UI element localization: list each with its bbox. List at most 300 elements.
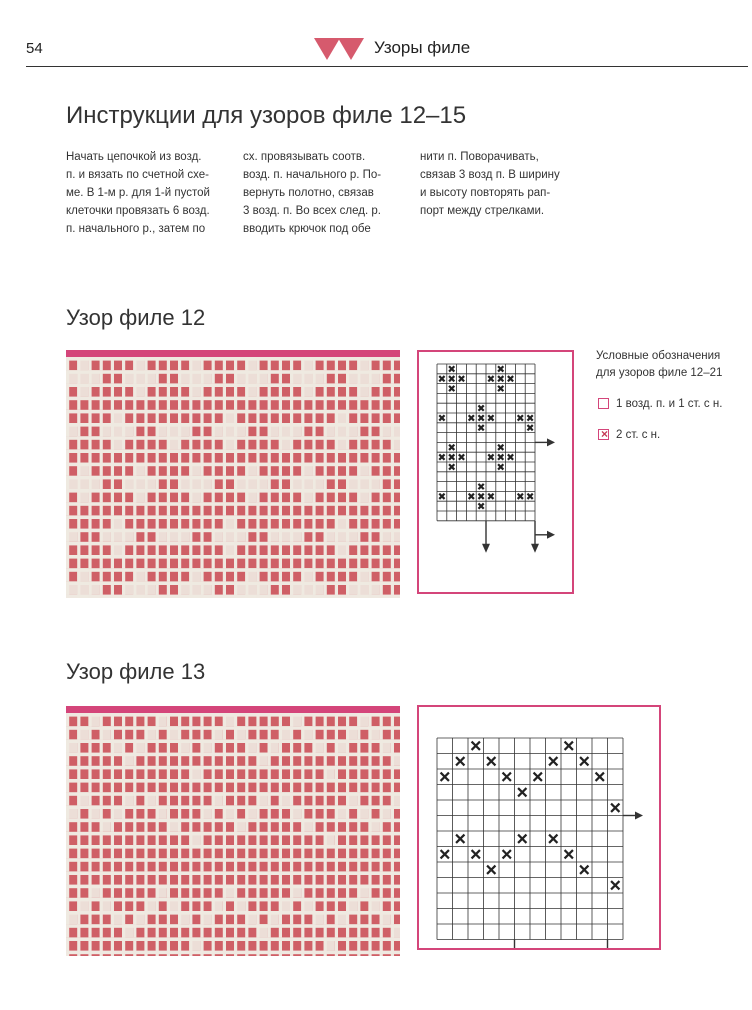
filled-block <box>178 739 189 752</box>
yarn-stitch <box>223 726 226 739</box>
yarn-stitch <box>66 436 69 449</box>
yarn-stitch <box>368 423 371 436</box>
filled-block <box>357 463 368 476</box>
yarn-stitch <box>66 792 69 805</box>
filled-block <box>357 370 368 383</box>
yarn-stitch <box>122 871 125 884</box>
yarn-stitch <box>346 502 349 515</box>
yarn-stitch <box>144 357 147 370</box>
yarn-stitch <box>268 357 271 370</box>
yarn-stitch <box>144 449 147 462</box>
yarn-stitch <box>167 924 170 937</box>
text-line: вводить крючок под обе <box>243 223 371 235</box>
yarn-stitch <box>133 792 136 805</box>
yarn-stitch <box>335 858 338 871</box>
yarn-stitch <box>312 568 315 581</box>
yarn-stitch <box>279 805 282 818</box>
yarn-stitch <box>312 951 315 956</box>
yarn-stitch <box>77 924 80 937</box>
yarn-stitch <box>301 529 304 542</box>
filled-block <box>357 489 368 502</box>
cross-cell-icon <box>441 773 449 781</box>
yarn-stitch <box>256 885 259 898</box>
yarn-stitch <box>156 937 159 950</box>
yarn-stitch <box>212 885 215 898</box>
yarn-stitch <box>167 542 170 555</box>
yarn-stitch <box>346 845 349 858</box>
yarn-stitch <box>245 858 248 871</box>
yarn-row <box>66 845 400 849</box>
yarn-stitch <box>234 436 237 449</box>
filled-block <box>223 805 234 818</box>
yarn-stitch <box>234 489 237 502</box>
yarn-stitch <box>212 476 215 489</box>
legend-item-filled <box>598 429 660 441</box>
filled-block <box>335 542 346 555</box>
yarn-stitch <box>200 436 203 449</box>
yarn-stitch <box>122 805 125 818</box>
filled-block <box>122 476 133 489</box>
filled-block <box>368 476 379 489</box>
yarn-stitch <box>156 397 159 410</box>
yarn-stitch <box>279 410 282 423</box>
yarn-stitch <box>77 805 80 818</box>
yarn-stitch <box>268 581 271 594</box>
yarn-stitch <box>133 766 136 779</box>
yarn-stitch <box>234 951 237 956</box>
yarn-stitch <box>100 357 103 370</box>
yarn-stitch <box>200 713 203 726</box>
yarn-stitch <box>133 871 136 884</box>
yarn-stitch <box>279 911 282 924</box>
section-title: Узоры филе <box>374 38 471 57</box>
yarn-stitch <box>245 766 248 779</box>
yarn-stitch <box>256 779 259 792</box>
filled-block <box>391 753 400 766</box>
yarn-stitch <box>122 542 125 555</box>
filled-block <box>368 726 379 739</box>
filled-block <box>88 476 99 489</box>
yarn-stitch <box>279 568 282 581</box>
yarn-stitch <box>88 463 91 476</box>
yarn-stitch <box>335 463 338 476</box>
filled-block <box>256 581 267 594</box>
yarn-stitch <box>346 885 349 898</box>
yarn-row <box>66 924 400 928</box>
pattern-13-chart-frame <box>417 705 661 950</box>
filled-block <box>234 819 245 832</box>
yarn-stitch <box>368 463 371 476</box>
yarn-stitch <box>301 542 304 555</box>
yarn-stitch <box>144 871 147 884</box>
yarn-stitch <box>335 713 338 726</box>
yarn-stitch <box>200 410 203 423</box>
filled-block <box>111 515 122 528</box>
yarn-stitch <box>279 779 282 792</box>
yarn-stitch <box>88 357 91 370</box>
yarn-stitch <box>200 951 203 956</box>
filled-block <box>122 529 133 542</box>
yarn-stitch <box>144 489 147 502</box>
yarn-stitch <box>77 885 80 898</box>
yarn-stitch <box>335 779 338 792</box>
filled-block <box>357 713 368 726</box>
repeat-arrow-down-icon <box>511 940 519 949</box>
filled-block <box>111 529 122 542</box>
yarn-stitch <box>312 449 315 462</box>
yarn-stitch <box>133 515 136 528</box>
yarn-stitch <box>268 832 271 845</box>
yarn-stitch <box>133 753 136 766</box>
yarn-stitch <box>346 489 349 502</box>
yarn-stitch <box>156 555 159 568</box>
yarn-stitch <box>357 871 360 884</box>
filled-block <box>178 911 189 924</box>
yarn-stitch <box>66 397 69 410</box>
repeat-arrow-down-icon <box>531 521 539 553</box>
yarn-stitch <box>368 568 371 581</box>
yarn-stitch <box>279 951 282 956</box>
yarn-stitch <box>290 911 293 924</box>
yarn-stitch <box>312 819 315 832</box>
yarn-stitch <box>111 383 114 396</box>
filled-block <box>357 805 368 818</box>
yarn-stitch <box>178 819 181 832</box>
yarn-stitch <box>122 410 125 423</box>
yarn-stitch <box>66 845 69 858</box>
yarn-stitch <box>122 436 125 449</box>
yarn-stitch <box>256 911 259 924</box>
yarn-stitch <box>223 357 226 370</box>
instructions-column-3 <box>420 148 578 220</box>
yarn-stitch <box>234 805 237 818</box>
cross-cell-icon <box>503 773 511 781</box>
cross-cell-icon <box>518 788 526 796</box>
yarn-stitch <box>256 463 259 476</box>
yarn-stitch <box>335 792 338 805</box>
yarn-stitch <box>335 383 338 396</box>
yarn-stitch <box>380 937 383 950</box>
yarn-stitch <box>290 766 293 779</box>
yarn-stitch <box>133 951 136 956</box>
yarn-stitch <box>290 449 293 462</box>
yarn-stitch <box>178 832 181 845</box>
yarn-stitch <box>144 423 147 436</box>
yarn-stitch <box>290 502 293 515</box>
yarn-stitch <box>88 383 91 396</box>
yarn-stitch <box>368 739 371 752</box>
yarn-stitch <box>212 858 215 871</box>
filled-block <box>346 581 357 594</box>
filled-block <box>66 739 77 752</box>
yarn-stitch <box>178 805 181 818</box>
pattern-13-chart <box>419 707 659 948</box>
yarn-stitch <box>324 885 327 898</box>
yarn-stitch <box>380 898 383 911</box>
yarn-stitch <box>212 357 215 370</box>
yarn-stitch <box>324 858 327 871</box>
yarn-stitch <box>100 410 103 423</box>
yarn-stitch <box>156 581 159 594</box>
yarn-stitch <box>346 753 349 766</box>
filled-block <box>245 489 256 502</box>
yarn-stitch <box>234 410 237 423</box>
yarn-stitch <box>88 766 91 779</box>
yarn-stitch <box>189 449 192 462</box>
cross-cell-icon <box>478 405 483 410</box>
yarn-stitch <box>189 779 192 792</box>
yarn-stitch <box>290 845 293 858</box>
yarn-stitch <box>346 858 349 871</box>
yarn-stitch <box>391 502 394 515</box>
yarn-stitch <box>88 436 91 449</box>
yarn-stitch <box>380 568 383 581</box>
filled-block <box>290 476 301 489</box>
yarn-stitch <box>346 383 349 396</box>
yarn-stitch <box>346 832 349 845</box>
yarn-stitch <box>391 357 394 370</box>
yarn-stitch <box>111 357 114 370</box>
yarn-stitch <box>391 542 394 555</box>
yarn-stitch <box>290 515 293 528</box>
yarn-stitch <box>200 792 203 805</box>
yarn-stitch <box>77 766 80 779</box>
pattern-12-chart <box>419 352 572 592</box>
yarn-stitch <box>256 555 259 568</box>
yarn-stitch <box>167 792 170 805</box>
filled-block <box>245 383 256 396</box>
yarn-stitch <box>212 489 215 502</box>
yarn-stitch <box>368 555 371 568</box>
yarn-stitch <box>368 951 371 956</box>
filled-block <box>212 792 223 805</box>
yarn-stitch <box>245 845 248 858</box>
yarn-stitch <box>77 529 80 542</box>
repeat-arrow-down-icon <box>482 521 490 553</box>
filled-block <box>335 911 346 924</box>
yarn-stitch <box>212 595 215 598</box>
yarn-stitch <box>312 383 315 396</box>
filled-block <box>223 713 234 726</box>
yarn-stitch <box>189 529 192 542</box>
filled-block <box>279 529 290 542</box>
yarn-stitch <box>380 502 383 515</box>
yarn-stitch <box>133 397 136 410</box>
yarn-stitch <box>212 581 215 594</box>
filled-block <box>189 581 200 594</box>
filled-block <box>245 595 256 598</box>
yarn-stitch <box>111 463 114 476</box>
yarn-stitch <box>391 370 394 383</box>
cross-cell-icon <box>498 366 503 371</box>
filled-block <box>290 423 301 436</box>
yarn-stitch <box>77 502 80 515</box>
filled-block <box>268 739 279 752</box>
filled-block <box>335 529 346 542</box>
yarn-stitch <box>234 739 237 752</box>
filled-block <box>133 476 144 489</box>
yarn-stitch <box>122 383 125 396</box>
filled-block <box>301 357 312 370</box>
cross-cell-icon <box>478 494 483 499</box>
yarn-stitch <box>301 766 304 779</box>
yarn-stitch <box>189 726 192 739</box>
filled-block <box>380 529 391 542</box>
yarn-stitch <box>234 383 237 396</box>
yarn-stitch <box>301 410 304 423</box>
yarn-stitch <box>223 766 226 779</box>
yarn-stitch <box>88 410 91 423</box>
cross-cell-icon <box>488 415 493 420</box>
yarn-stitch <box>88 515 91 528</box>
yarn-stitch <box>212 766 215 779</box>
yarn-stitch <box>357 529 360 542</box>
yarn-stitch <box>368 858 371 871</box>
yarn-stitch <box>279 370 282 383</box>
cross-cell-icon <box>611 881 619 889</box>
yarn-stitch <box>324 515 327 528</box>
filled-block <box>189 370 200 383</box>
yarn-stitch <box>122 515 125 528</box>
yarn-stitch <box>88 845 91 858</box>
yarn-stitch <box>256 515 259 528</box>
legend-item-empty <box>598 398 722 410</box>
yarn-stitch <box>335 502 338 515</box>
filled-block <box>256 753 267 766</box>
yarn-stitch <box>346 449 349 462</box>
yarn-stitch <box>380 357 383 370</box>
yarn-stitch <box>290 383 293 396</box>
yarn-row <box>66 449 400 453</box>
yarn-stitch <box>100 753 103 766</box>
yarn-stitch <box>212 397 215 410</box>
yarn-stitch <box>144 555 147 568</box>
filled-block <box>77 581 88 594</box>
yarn-stitch <box>111 449 114 462</box>
yarn-stitch <box>133 713 136 726</box>
yarn-stitch <box>234 515 237 528</box>
yarn-stitch <box>189 898 192 911</box>
cross-cell-icon <box>611 804 619 812</box>
yarn-stitch <box>268 410 271 423</box>
yarn-stitch <box>66 502 69 515</box>
filled-block <box>88 885 99 898</box>
yarn-stitch <box>324 436 327 449</box>
yarn-stitch <box>178 871 181 884</box>
yarn-stitch <box>380 726 383 739</box>
filled-block <box>391 436 400 449</box>
yarn-stitch <box>212 713 215 726</box>
yarn-stitch <box>200 779 203 792</box>
filled-block <box>189 937 200 950</box>
yarn-stitch <box>346 463 349 476</box>
cross-cell-icon <box>469 494 474 499</box>
yarn-stitch <box>66 937 69 950</box>
legend-filled-label: 2 ст. с н. <box>616 429 661 441</box>
cross-cell-icon <box>472 850 480 858</box>
yarn-stitch <box>223 739 226 752</box>
yarn-stitch <box>178 858 181 871</box>
cross-cell-icon <box>469 415 474 420</box>
yarn-stitch <box>144 911 147 924</box>
yarn-stitch <box>66 515 69 528</box>
yarn-stitch <box>66 410 69 423</box>
yarn-stitch <box>324 845 327 858</box>
filled-block <box>122 370 133 383</box>
yarn-stitch <box>335 766 338 779</box>
yarn-stitch <box>223 489 226 502</box>
filled-block <box>335 515 346 528</box>
yarn-stitch <box>312 515 315 528</box>
yarn-stitch <box>178 463 181 476</box>
text-line: связав 3 возд п. В ширину <box>420 169 560 181</box>
yarn-stitch <box>156 502 159 515</box>
yarn-stitch <box>312 924 315 937</box>
yarn-stitch <box>346 937 349 950</box>
yarn-stitch <box>223 845 226 858</box>
yarn-stitch <box>312 555 315 568</box>
filled-block <box>346 529 357 542</box>
cross-cell-icon <box>456 835 464 843</box>
yarn-stitch <box>111 555 114 568</box>
yarn-stitch <box>133 410 136 423</box>
yarn-stitch <box>312 489 315 502</box>
yarn-stitch <box>391 397 394 410</box>
yarn-stitch <box>312 845 315 858</box>
filled-block <box>178 529 189 542</box>
yarn-stitch <box>189 502 192 515</box>
yarn-stitch <box>100 951 103 956</box>
yarn-stitch <box>100 436 103 449</box>
yarn-stitch <box>268 924 271 937</box>
yarn-stitch <box>144 845 147 858</box>
yarn-stitch <box>100 845 103 858</box>
yarn-stitch <box>346 410 349 423</box>
cross-cell-icon <box>518 415 523 420</box>
repeat-arrow-right-icon <box>535 438 555 446</box>
filled-block <box>223 885 234 898</box>
yarn-stitch <box>312 713 315 726</box>
filled-block <box>357 383 368 396</box>
filled-block <box>223 515 234 528</box>
yarn-stitch <box>245 898 248 911</box>
yarn-stitch <box>189 858 192 871</box>
yarn-stitch <box>200 871 203 884</box>
yarn-stitch <box>167 410 170 423</box>
yarn-stitch <box>111 819 114 832</box>
yarn-stitch <box>391 779 394 792</box>
yarn-stitch <box>380 449 383 462</box>
yarn-stitch <box>178 885 181 898</box>
cross-cell-icon <box>503 850 511 858</box>
yarn-stitch <box>156 489 159 502</box>
filled-block <box>189 832 200 845</box>
header-triangle-right-icon <box>338 38 364 60</box>
yarn-stitch <box>178 489 181 502</box>
yarn-stitch <box>212 739 215 752</box>
yarn-stitch <box>111 792 114 805</box>
yarn-stitch <box>380 410 383 423</box>
filled-block <box>212 529 223 542</box>
yarn-stitch <box>144 410 147 423</box>
yarn-row <box>66 951 400 955</box>
filled-block <box>167 529 178 542</box>
yarn-stitch <box>234 766 237 779</box>
filled-block <box>346 370 357 383</box>
yarn-stitch <box>245 555 248 568</box>
filled-block <box>133 357 144 370</box>
filled-block <box>133 568 144 581</box>
